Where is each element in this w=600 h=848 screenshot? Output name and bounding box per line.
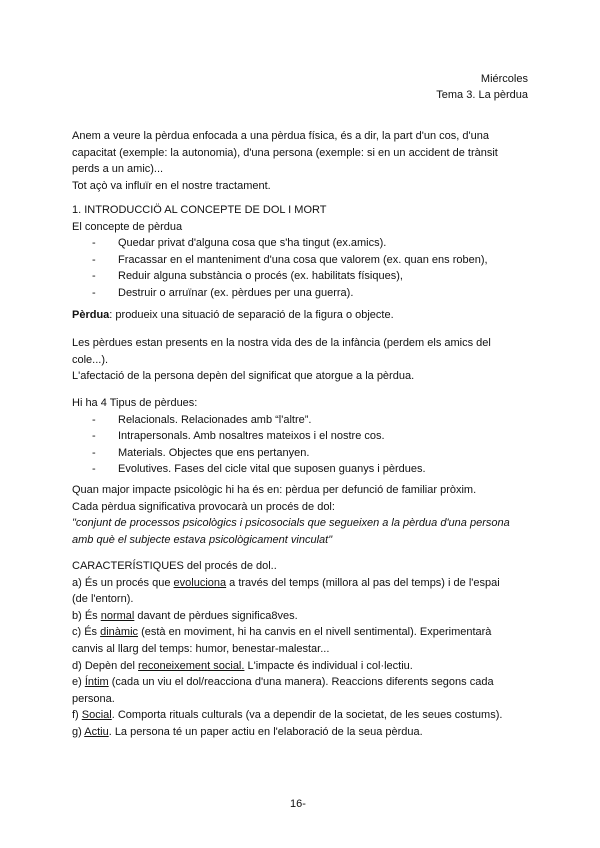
item-text: f) — [72, 709, 82, 722]
item-text: d) Depèn del — [72, 659, 139, 672]
list-item: - Reduir alguna substància o procés (ex. habilitats físiques), — [72, 268, 532, 285]
page-header — [436, 71, 528, 103]
underlined-term: Actiu — [84, 725, 109, 738]
definition — [72, 307, 532, 324]
item-text: c) És — [72, 626, 101, 639]
item-text: (de l'entorn). — [72, 593, 134, 606]
characteristic-item — [72, 591, 532, 608]
item-text: b) És — [72, 609, 101, 622]
item-text: (cada un viu el dol/reacciona d'una manera). Reaccions diferents segons cada — [108, 676, 494, 689]
list-item: - Relacionals. Relacionades amb “l'altre”. — [72, 412, 532, 429]
text-line: capacitat (exemple: la autonomia), d'una persona (exemple: si en un accident de trànsit — [72, 146, 498, 159]
item-text: a través del temps (millora al pas del temps) i de l'espai — [226, 576, 500, 589]
underlined-term: Social — [81, 709, 112, 722]
list-item: - Materials. Objectes que ens pertanyen. — [72, 445, 532, 462]
characteristic-item — [72, 575, 532, 592]
item-text: L'impacte és individual i col·lectiu. — [244, 659, 413, 672]
item-text: g) — [72, 725, 85, 738]
text-line: perds a un amic)... — [72, 163, 164, 176]
quote-line: "conjunt de processos psicològics i psicosocials que segueixen a la pèrdua d'una persona — [72, 517, 510, 530]
characteristic-item — [72, 658, 532, 675]
definition-term: Pèrdua — [72, 309, 110, 321]
characteristic-item — [72, 724, 532, 741]
text-line: Les pèrdues estan presents en la nostra vida des de la infància (perdem els amics del — [72, 337, 491, 349]
item-text: e) — [72, 676, 85, 689]
list-item: - Intrapersonals. Amb nosaltres mateixos i el nostre cos. — [72, 428, 532, 445]
list-item: - Evolutives. Fases del cicle vital que suposen guanys i pèrdues. — [72, 461, 532, 478]
characteristic-item — [72, 674, 532, 691]
underlined-term: evoluciona — [173, 576, 227, 589]
section-heading: 1. INTRODUCCIÖ AL CONCEPTE DE DOL I MORT — [72, 204, 327, 216]
characteristic-item — [72, 691, 532, 708]
header-day: Miércoles — [480, 73, 528, 85]
underlined-term: reconeixement social. — [138, 659, 245, 672]
underlined-term: dinàmic — [100, 626, 139, 639]
characteristic-item — [72, 608, 532, 625]
page-number: 16- — [290, 798, 306, 810]
types-intro: Hi ha 4 Tipus de pèrdues: — [72, 397, 198, 409]
section-subheading: El concepte de pèrdua — [72, 220, 183, 233]
section-1 — [72, 202, 532, 302]
list-item: - Destruir o arruïnar (ex. pèrdues per una guerra). — [72, 285, 532, 302]
list-item: - Quedar privat d'alguna cosa que s'ha tingut (ex.amics). — [72, 235, 532, 252]
quote-line: amb què el subjecte estava psicològicament vinculat" — [72, 533, 333, 546]
item-text: a) És un procés que — [72, 576, 174, 589]
characteristics — [72, 558, 532, 741]
item-text: persona. — [72, 692, 115, 705]
text-line: Cada pèrdua significativa provocarà un procés de dol: — [72, 500, 335, 513]
text-line: L'afectació de la persona depèn del significat que atorgue a la pèrdua. — [72, 370, 415, 383]
text-line: Tot açò va influïr en el nostre tractament. — [72, 179, 271, 192]
list-item: - Fracassar en el manteniment d'una cosa que valorem (ex. quan ens roben), — [72, 252, 532, 269]
item-text: davant de pèrdues significa8ves. — [134, 609, 298, 622]
characteristic-item — [72, 624, 532, 641]
definition-text: : produeix una situació de separació de la figura o objecte. — [109, 309, 394, 321]
underlined-term: Íntim — [84, 676, 109, 689]
header-topic: Tema 3. La pèrdua — [436, 89, 528, 101]
text-line: Quan major impacte psicològic hi ha és en: pèrdua per defunció de familiar pròxim. — [72, 484, 477, 496]
text-line: cole...). — [72, 353, 109, 366]
item-text: (està en moviment, hi ha canvis en el nivell sentimental). Experimentarà — [138, 626, 492, 639]
losses-paragraph — [72, 335, 532, 385]
underlined-term: normal — [100, 609, 135, 622]
intro-paragraph — [72, 128, 532, 194]
characteristic-item — [72, 641, 532, 658]
impact-paragraph — [72, 482, 532, 548]
text-line: Anem a veure la pèrdua enfocada a una pèrdua física, és a dir, la part d'un cos, d'una — [72, 130, 489, 142]
characteristic-item — [72, 707, 532, 724]
item-text: canvis al llarg del temps: humor, benestar-malestar... — [72, 642, 330, 655]
item-text: . Comporta rituals culturals (va a dependir de la societat, de les seues costums). — [111, 709, 503, 722]
loss-types — [72, 395, 532, 478]
characteristics-heading: CARACTERÍSTIQUES del procés de dol.. — [72, 560, 277, 572]
item-text: . La persona té un paper actiu en l'elaboració de la seua pèrdua. — [108, 725, 423, 738]
